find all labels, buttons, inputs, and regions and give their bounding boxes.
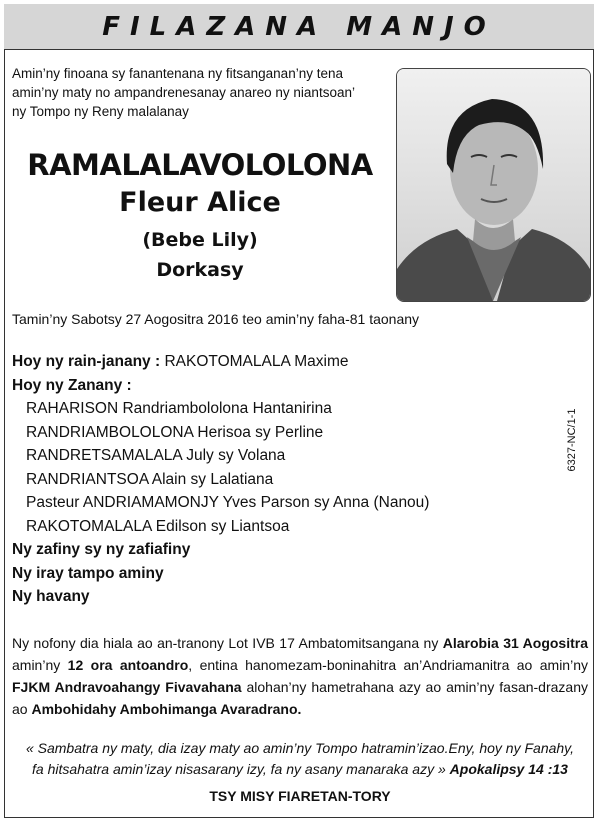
children-label: Hoy ny Zanany : xyxy=(12,376,132,394)
notice-text: , entina hanomezam-boninahitra an’Andriamanitra ao amin’ny xyxy=(188,657,588,673)
bible-verse xyxy=(12,738,588,780)
deceased-alias: Dorkasy xyxy=(156,259,244,281)
funeral-notice xyxy=(12,632,588,720)
notice-burial-place: Ambohidahy Ambohimanga Avaradrano. xyxy=(31,701,302,717)
verse-line: « Sambatra ny maty, dia izay maty ao amin’ny Tompo hatramin’izao.Eny, hoy ny Fanahy, xyxy=(25,740,575,756)
husband-line xyxy=(12,350,552,374)
notice-title: FILAZANA MANJO xyxy=(102,11,496,42)
deceased-given-names: Fleur Alice xyxy=(119,187,281,218)
portrait-photo xyxy=(396,68,591,302)
husband-label: Hoy ny rain-janany : xyxy=(12,353,161,370)
family-list xyxy=(12,350,552,609)
notice-header xyxy=(4,4,594,50)
child-entry: RANDRETSAMALALA July sy Volana xyxy=(26,447,286,464)
child-entry: RANDRIAMBOLOLONA Herisoa sy Perline xyxy=(26,423,324,441)
deceased-surname: RAMALALAVOLOLONA xyxy=(27,148,373,182)
notice-church: FJKM Andravoahangy Fivavahana xyxy=(12,679,242,695)
child-entry: RANDRIANTSOA Alain sy Lalatiana xyxy=(26,470,274,488)
intro-line: ny Tompo ny Reny malalanay xyxy=(12,104,189,119)
portrait-illustration xyxy=(397,69,590,301)
intro-line: amin’ny maty no ampandrenesanay anareo ny niantsoan’ xyxy=(12,85,355,100)
child-entry: RAHARISON Randriambololona Hantanirina xyxy=(26,400,332,417)
relatives-line: Ny havany xyxy=(12,588,90,605)
notice-date: Alarobia 31 Aogositra xyxy=(442,635,589,651)
notice-text: Ny nofony dia hiala ao an-tranony Lot IVB 17 Ambatomitsangana ny xyxy=(12,635,443,651)
verse-line: fa hitsahatra amin’izay nisasarany izy, fa ny asany manaraka azy » xyxy=(32,761,446,777)
verse-citation: Apokalipsy 14 :13 xyxy=(449,761,568,777)
child-entry: RAKOTOMALALA Edilson sy Liantsoa xyxy=(26,517,290,535)
verse-line-2 xyxy=(12,759,588,780)
death-date-line: Tamin’ny Sabotsy 27 Aogositra 2016 teo amin’ny faha-81 taonany xyxy=(12,311,420,327)
deceased-nickname: (Bebe Lily) xyxy=(142,229,258,251)
reference-code: 6327-NC/1-1 xyxy=(566,408,578,472)
notice-text: alohan’ny hametrahana azy ao amin’ny fasan-drazany ao xyxy=(12,679,588,717)
grandchildren-line: Ny zafiny sy ny zafiafiny xyxy=(12,541,191,558)
footer-note: TSY MISY FIARETAN-TORY xyxy=(209,788,391,804)
child-entry: Pasteur ANDRIAMAMONJY Yves Parson sy Anna (Nanou) xyxy=(26,494,430,511)
intro-line: Amin’ny finoana sy fanantenana ny fitsanganan’ny tena xyxy=(12,66,343,81)
notice-text: amin’ny xyxy=(12,657,68,673)
notice-time: 12 ora antoandro xyxy=(67,657,189,673)
husband-name: RAKOTOMALALA Maxime xyxy=(164,353,349,370)
siblings-line: Ny iray tampo aminy xyxy=(12,564,164,582)
intro-text xyxy=(12,64,392,121)
reference-code-box xyxy=(562,395,582,485)
